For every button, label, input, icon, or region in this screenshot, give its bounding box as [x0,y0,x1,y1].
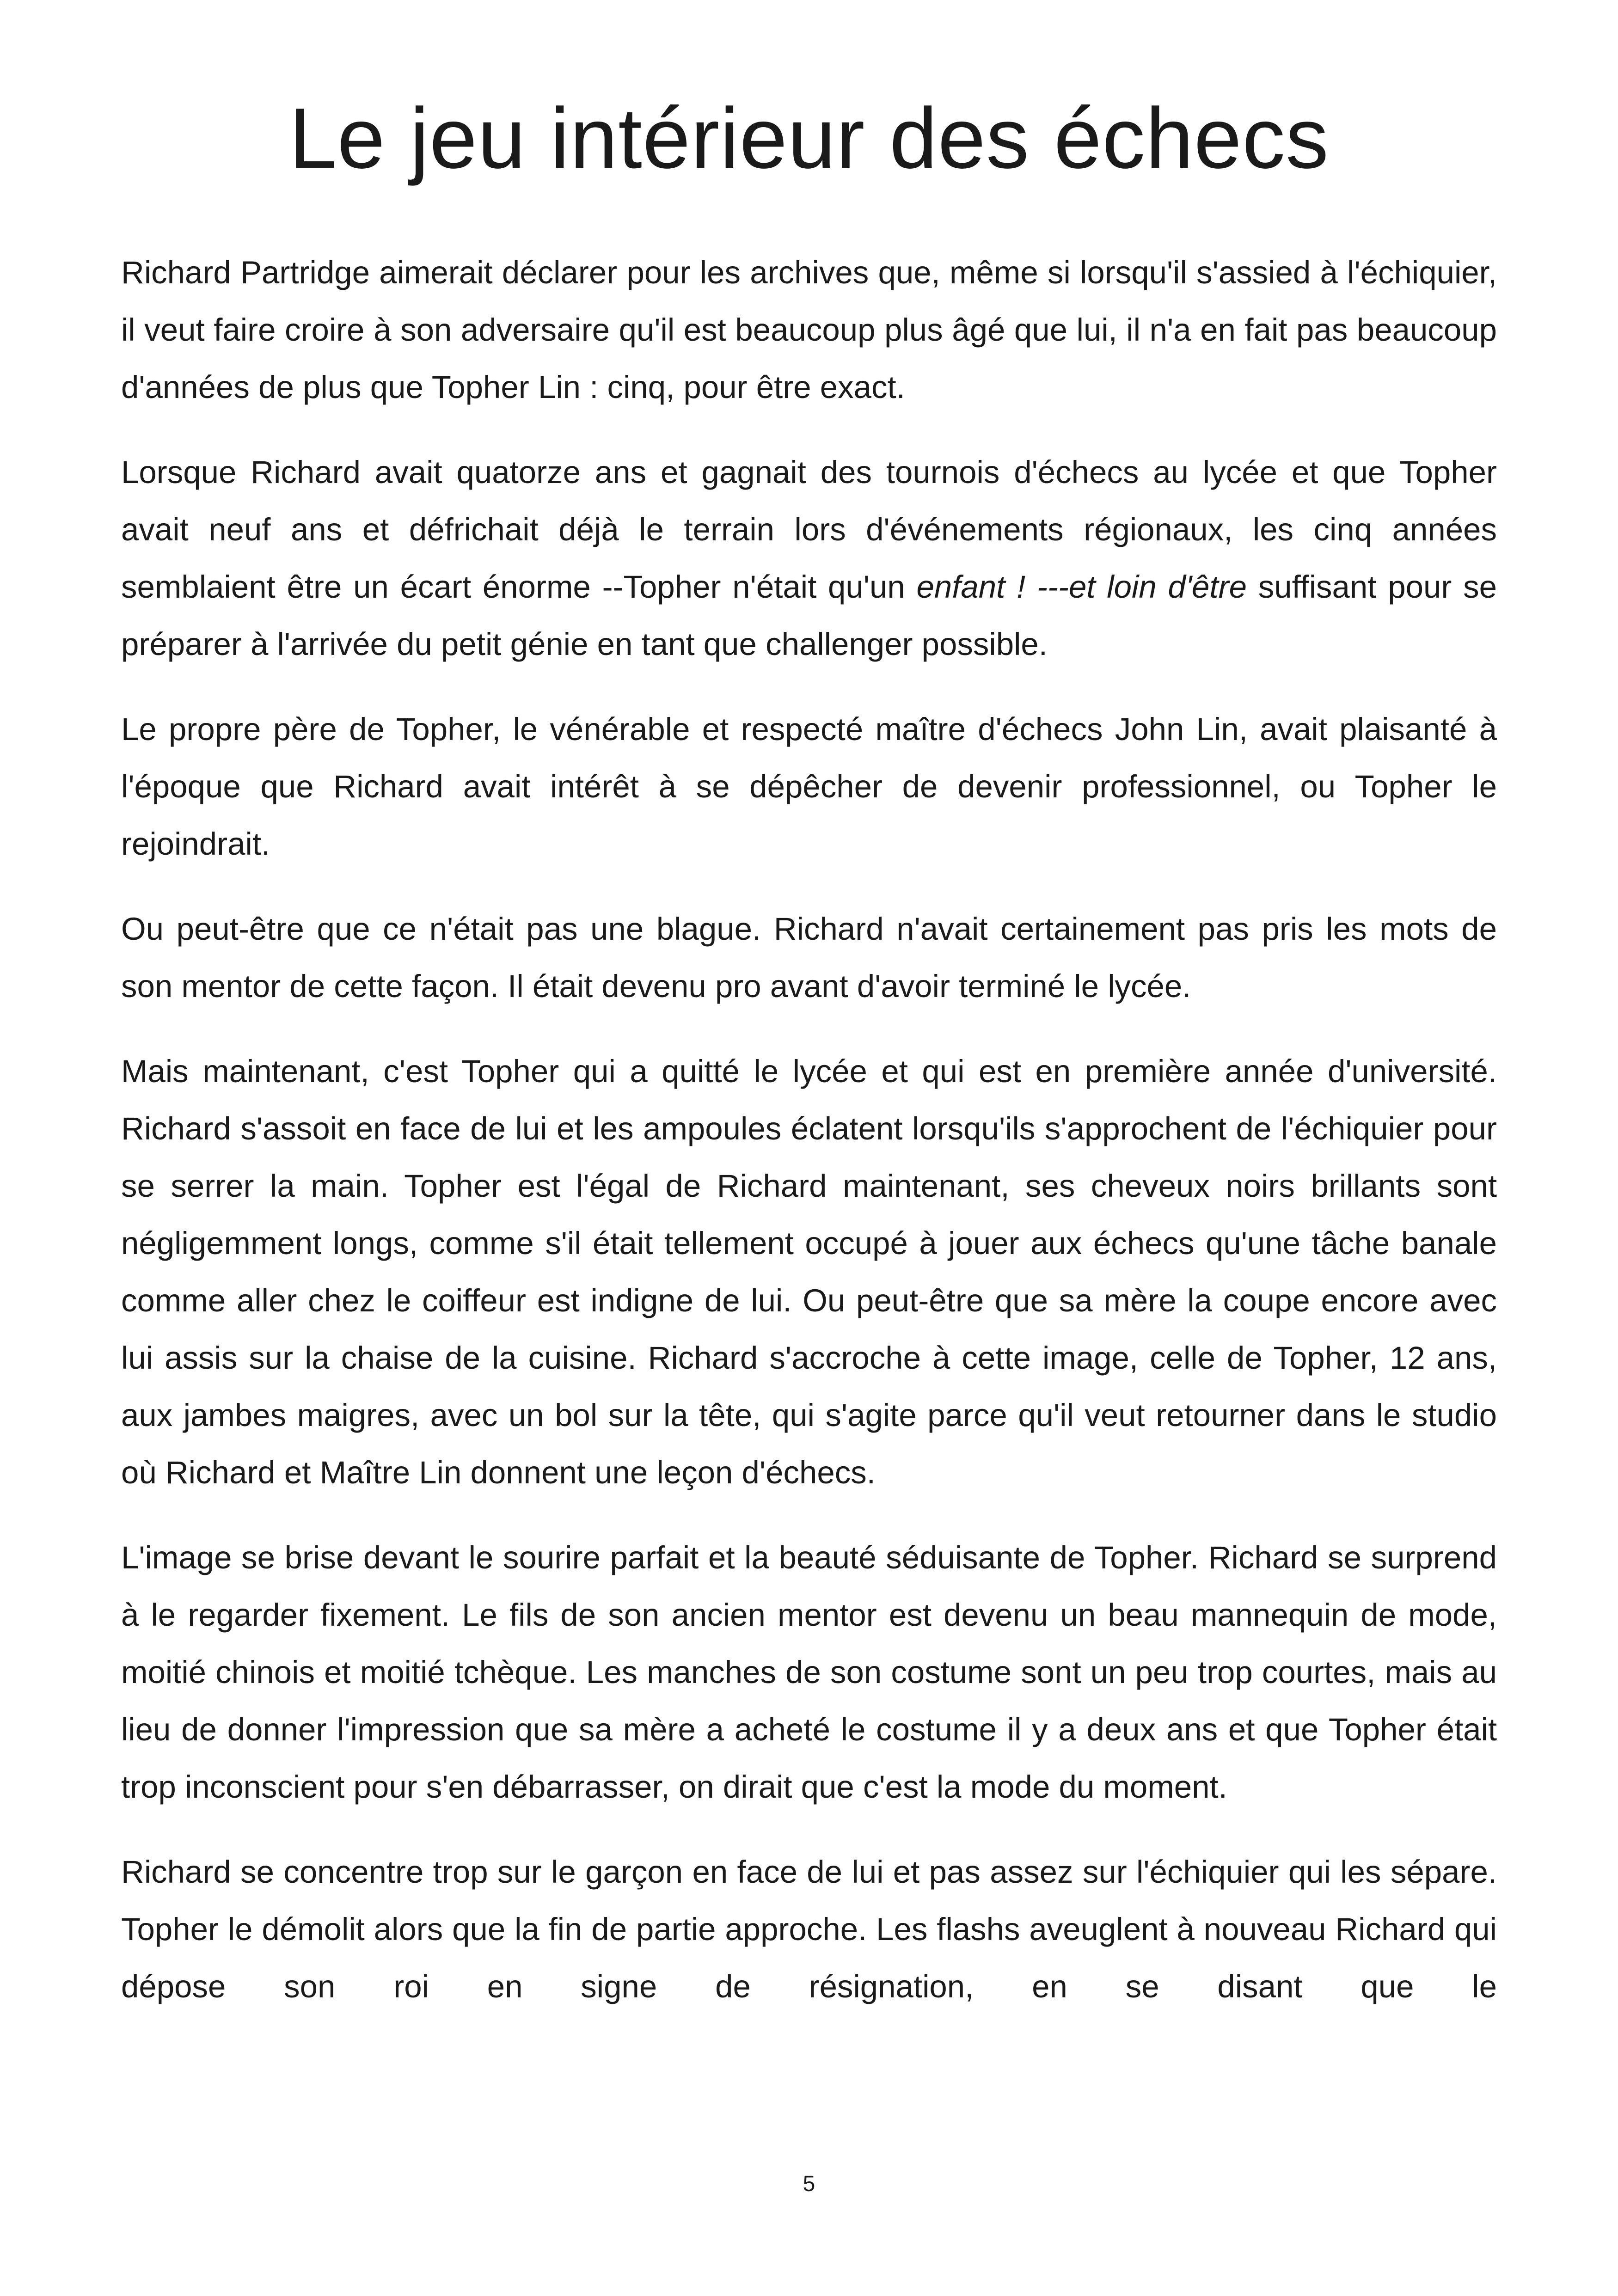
body-text [121,244,1497,2043]
paragraph-2-text-start: Lorsque Richard avait quatorze ans et gagnait des tournois d'échecs au lycée et que Topher avait neuf ans et défrichait déjà le terrain lors d'événements régionaux, les cinq années semblaient être un écart énorme --Topher n'était qu'un [121,454,1497,605]
page-title: Le jeu intérieur des échecs [288,91,1329,186]
paragraph-2-text-end: suffisant pour se préparer à l'arrivée du petit génie en tant que challenger possible. [121,569,1497,662]
page-number: 5 [803,2172,815,2196]
paragraph-7: Richard se concentre trop sur le garçon en face de lui et pas assez sur l'échiquier qui les sépare. Topher le démolit alors que la fin de partie approche. Les flashs aveuglent à nouveau Richard qui dépose son roi en signe de résignation, en se disant que le [121,1854,1497,2004]
paragraph-3: Le propre père de Topher, le vénérable et respecté maître d'échecs John Lin, avait plaisanté à l'époque que Richard avait intérêt à se dépêcher de devenir professionnel, ou Topher le rejoindrait. [121,711,1497,862]
paragraph-2-italic-text: enfant ! ---et loin d'être [916,569,1247,605]
paragraph-2 [121,444,1497,673]
paragraph-5: Mais maintenant, c'est Topher qui a quitté le lycée et qui est en première année d'université. Richard s'assoit en face de lui et les ampoules éclatent lorsqu'ils s'approchent de l'échiquier pour se serrer la main. Topher est l'égal de Richard maintenant, ses cheveux noirs brillants sont négligemment longs, comme s'il était tellement occupé à jouer aux échecs qu'une tâche banale comme aller chez le coiffeur est indigne de lui. Ou peut-être que sa mère la coupe encore avec lui assis sur la chaise de la cuisine. Richard s'accroche à cette image, celle de Topher, 12 ans, aux jambes maigres, avec un bol sur la tête, qui s'agite parce qu'il veut retourner dans le studio où Richard et Maître Lin donnent une leçon d'échecs. [121,1053,1497,1490]
paragraph-1: Richard Partridge aimerait déclarer pour les archives que, même si lorsqu'il s'assied à l'échiquier, il veut faire croire à son adversaire qu'il est beaucoup plus âgé que lui, il n'a en fait pas beaucoup d'années de plus que Topher Lin : cinq, pour être exact. [121,255,1497,405]
paragraph-4: Ou peut-être que ce n'était pas une blague. Richard n'avait certainement pas pris les mots de son mentor de cette façon. Il était devenu pro avant d'avoir terminé le lycée. [121,911,1497,1004]
paragraph-6: L'image se brise devant le sourire parfait et la beauté séduisante de Topher. Richard se surprend à le regarder fixement. Le fils de son ancien mentor est devenu un beau mannequin de mode, moitié chinois et moitié tchèque. Les manches de son costume sont un peu trop courtes, mais au lieu de donner l'impression que sa mère a acheté le costume il y a deux ans et que Topher était trop inconscient pour s'en débarrasser, on dirait que c'est la mode du moment. [121,1540,1497,1805]
